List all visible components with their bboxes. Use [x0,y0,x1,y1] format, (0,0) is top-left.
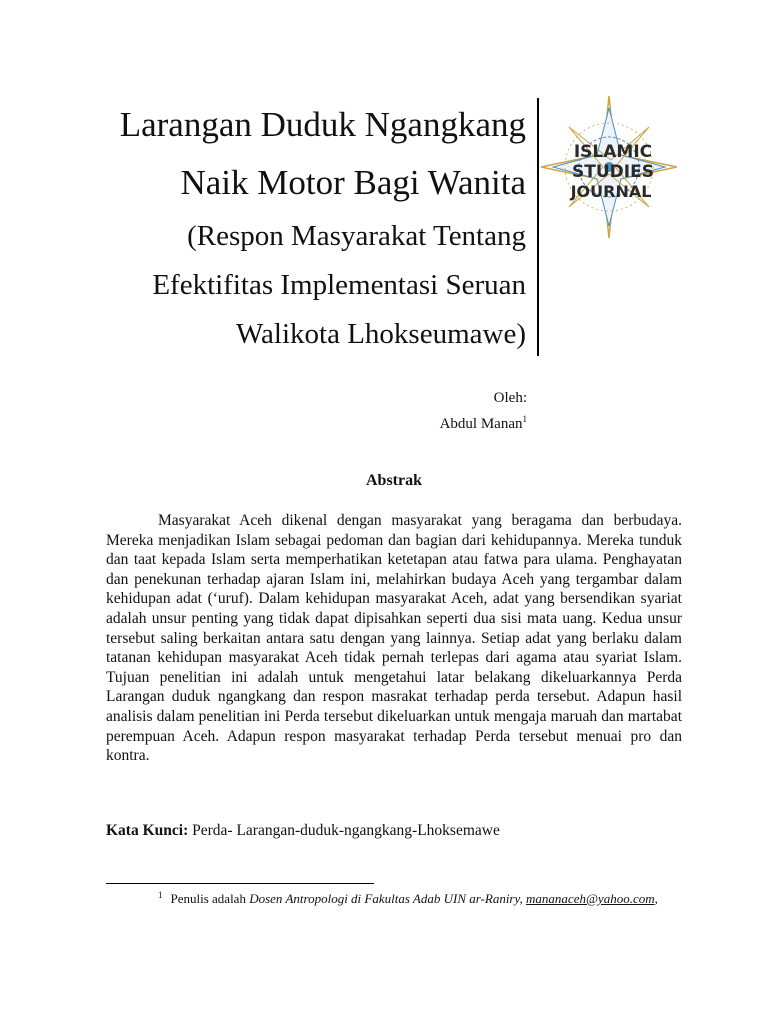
footnote-prefix: Penulis adalah [170,891,250,906]
logo-word-3: JOURNAL [570,182,652,201]
footnote-mark: 1 [158,889,163,900]
journal-logo [541,96,677,238]
abstract-heading: Abstrak [365,472,422,489]
logo-word-1: ISLAMIC [573,142,653,162]
keywords-value: Perda- Larangan-duduk-ngangkang-Lhoksemawe [188,822,500,839]
subtitle-line-1: (Respon Masyarakat Tentang [187,220,526,252]
author-block [440,385,527,437]
by-label: Oleh: [493,390,527,406]
footnote-suffix: , [654,891,658,906]
keywords-label: Kata Kunci: [106,822,189,839]
footnote-divider [106,883,374,884]
logo-word-2: STUDIES [572,162,654,182]
title-divider [537,98,539,356]
article-title [100,96,526,359]
subtitle-line-3: Walikota Lhokseumawe) [236,318,526,350]
abstract-body: Masyarakat Aceh dikenal dengan masyarakat yang beragama dan berbudaya. Mereka menjadikan Islam sebagai pedoman dan bagian dari kehidupannya. Mereka tunduk dan taat kepada Islam serta memperhatikan ketetapan atau fatwa para ulama. Penghayatan dan penekunan terhadap ajaran Islam ini, melahirkan budaya Aceh yang tergambar dalam kehidupan adat (‘uruf). Dalam kehidupan masyarakat Aceh, adat yang bersendikan syariat adalah unsur penting yang tidak dapat dipisahkan seperti dua sisi mata uang. Kedua unsur tersebut saling berkaitan antara satu dengan yang lainnya. Setiap adat yang berlaku dalam tatanan kehidupan masyarakat Aceh tidak pernah terlepas dari agama atau syariat Islam. Tujuan penelitian ini adalah untuk mengetahui latar belakang dikeluarkannya Perda Larangan duduk ngangkang dan respon masrakat terhadap perda tersebut. Adapun hasil analisis dalam penelitian ini Perda tersebut dikeluarkan untuk mengaja maruah dan martabat perempuan Aceh. Adapun respon masyarakat terhadap Perda tersebut menuai pro dan kontra. [106,512,682,765]
author-name [440,411,527,437]
keywords [106,822,706,840]
title-line-2: Naik Motor Bagi Wanita [180,163,526,202]
subtitle-line-2: Efektifitas Implementasi Seruan [152,269,526,301]
author-email-link[interactable]: mananaceh@yahoo.com [526,891,655,906]
title-line-1: Larangan Duduk Ngangkang [119,105,526,144]
footnote [106,890,682,908]
author-name-text: Abdul Manan [439,416,523,432]
author-footnote-mark: 1 [522,414,527,424]
footnote-affiliation: Dosen Antropologi di Fakultas Adab UIN ar-Raniry, [249,891,523,906]
